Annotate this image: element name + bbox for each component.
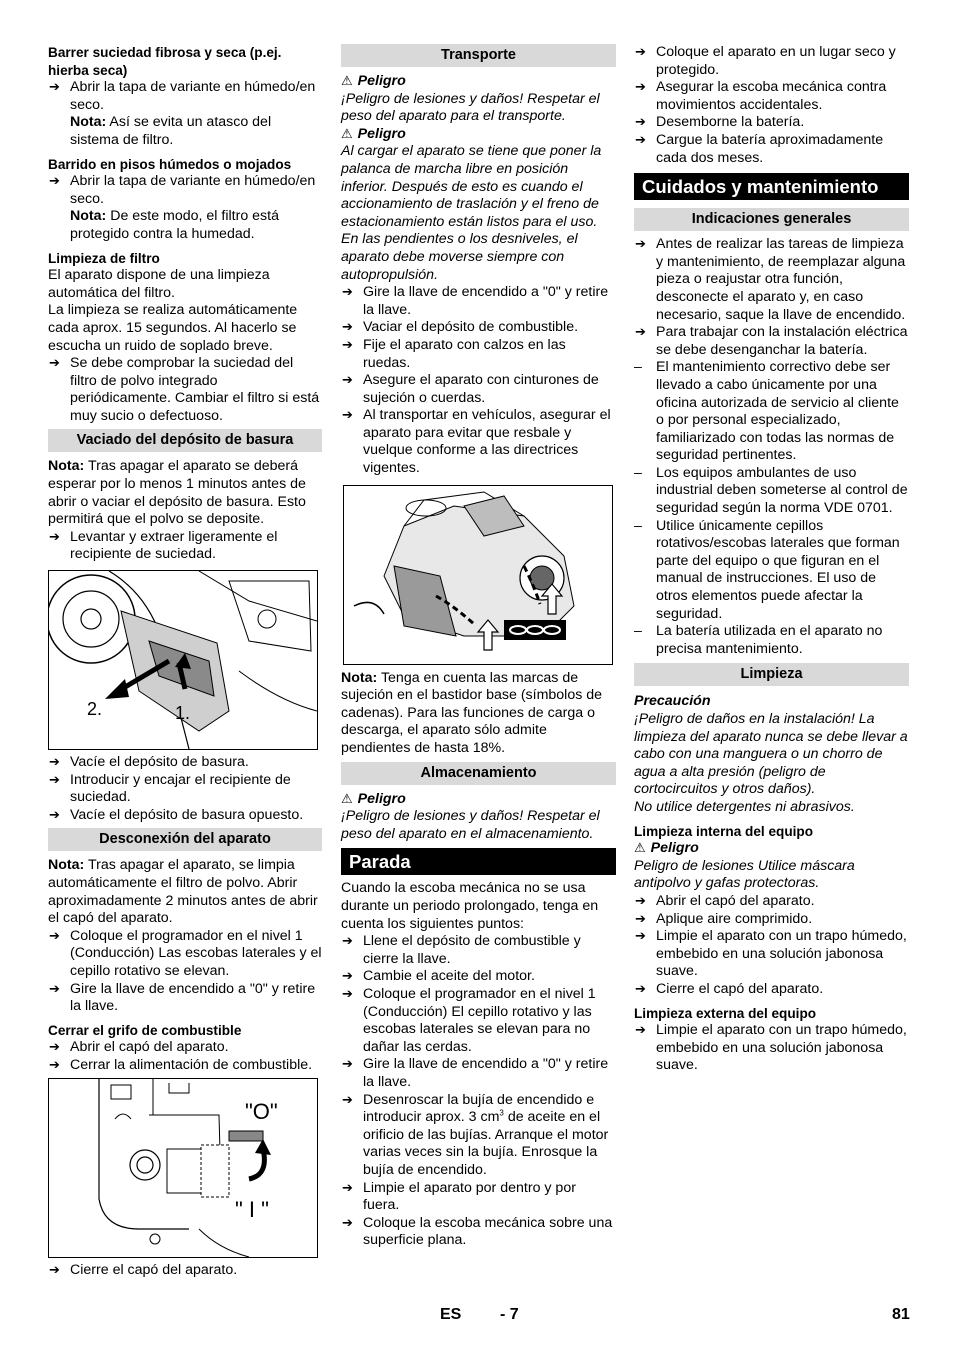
step: ➔ Fije el aparato con calzos en las ruedas.	[341, 337, 616, 372]
step: ➔ Coloque el programador en el nivel 1 (Conducción) El cepillo rotativo y las escobas laterales se elevan para no dañar las cerdas.	[341, 986, 616, 1056]
caution-text: ¡Peligro de daños en la instalación! La limpieza del aparato nunca se debe llevar a cabo con una manguera o un chorro de agua a alta presión (peligro de cortocircuitos y otros daños).	[634, 711, 908, 798]
figure-fuel-tap	[48, 1078, 318, 1258]
step: ➔ Abrir el capó del aparato.	[634, 893, 909, 911]
list-item: – La batería utilizada en el aparato no precisa mantenimiento.	[634, 623, 909, 658]
paragraph: El aparato dispone de una limpieza automática del filtro.	[48, 267, 270, 301]
fig2-label-o: "O"	[245, 1098, 278, 1124]
warning-icon: ⚠	[341, 126, 353, 142]
step: ➔ Al transportar en vehículos, asegurar el aparato para evitar que resbale y vuelque conforme a las directrices vigentes.	[341, 407, 616, 477]
step: ➔ Se debe comprobar la suciedad del filtro de polvo integrado periódicamente. Cambiar el filtro si está muy sucio o defectuoso.	[48, 355, 322, 425]
step: ➔ Abrir el capó del aparato.	[48, 1039, 322, 1057]
note: Nota: Así se evita un atasco del sistema de filtro.	[70, 114, 272, 148]
list-item: – El mantenimiento correctivo debe ser llevado a cabo únicamente por una oficina autorizada de servicio al cliente o por personal especializado, familiarizado con todas las normas de seguridad pertinentes.	[634, 359, 909, 465]
step: ➔ Asegure el aparato con cinturones de sujeción o cuerdas.	[341, 372, 616, 407]
section-bar-transporte: Transporte	[341, 44, 616, 67]
warning-icon: ⚠	[634, 841, 646, 857]
step: ➔ Cierre el capó del aparato.	[48, 1262, 322, 1280]
fig1-label-1: 1.	[175, 703, 191, 724]
warning-heading: ⚠ Peligro	[634, 840, 699, 857]
paragraph: La limpieza se realiza automáticamente cada aprox. 15 segundos. Al hacerlo se escucha un ruido de soplado breve.	[48, 302, 298, 354]
section-bar-desconexion: Desconexión del aparato	[48, 828, 322, 851]
step: ➔ Asegurar la escoba mecánica contra movimientos accidentales.	[634, 79, 909, 114]
heading-externa: Limpieza externa del equipo	[634, 1005, 817, 1021]
heading-humedos: Barrido en pisos húmedos o mojados	[48, 156, 292, 172]
step: ➔ Limpie el aparato con un trapo húmedo, embebido en una solución jabonosa suave.	[634, 1022, 909, 1075]
step: ➔ Limpie el aparato por dentro y por fuera.	[341, 1180, 616, 1215]
step: ➔ Cierre el capó del aparato.	[634, 981, 909, 999]
footer-page-number: 81	[892, 1306, 910, 1323]
section-bar-limpieza: Limpieza	[634, 663, 909, 686]
step: ➔ Gire la llave de encendido a "0" y retire la llave.	[341, 1056, 616, 1091]
column-3	[634, 44, 909, 1075]
warning-text: ¡Peligro de lesiones y daños! Respetar el peso del aparato en el almacenamiento.	[341, 808, 600, 842]
figure-waste-container	[48, 570, 318, 750]
heading-grifo: Cerrar el grifo de combustible	[48, 1022, 242, 1038]
heading-filtro: Limpieza de filtro	[48, 250, 160, 266]
fig2-label-i: " I "	[235, 1196, 269, 1222]
note: Nota: Tenga en cuenta las marcas de sujeción en el bastidor base (símbolos de cadenas). Para las funciones de carga o descarga, el aparato sólo admite pendientes de hasta 18%.	[341, 669, 603, 757]
step: ➔ Antes de realizar las tareas de limpieza y mantenimiento, de reemplazar alguna pieza o reajustar otra función, desconecte el aparato y, en caso necesario, saque la llave de encendido.	[634, 236, 909, 324]
step: ➔ Levantar y extraer ligeramente el recipiente de suciedad.	[48, 529, 322, 564]
step: ➔ Abrir la tapa de variante en húmedo/en seco.	[48, 173, 322, 208]
step: ➔ Coloque el programador en el nivel 1 (Conducción) Las escobas laterales y el cepillo rotativo se elevan.	[48, 928, 322, 981]
heading-interna: Limpieza interna del equipo	[634, 823, 814, 839]
section-bar-almacenamiento: Almacenamiento	[341, 762, 616, 785]
warning-icon: ⚠	[341, 791, 353, 807]
step: ➔ Coloque el aparato en un lugar seco y protegido.	[634, 44, 909, 79]
warning-text: ¡Peligro de lesiones y daños! Respetar el peso del aparato para el transporte.	[341, 90, 600, 125]
section-bar-cuidados: Cuidados y mantenimiento	[634, 173, 909, 200]
footer-local-page: - 7	[500, 1306, 519, 1323]
step: ➔ Desemborne la batería.	[634, 114, 909, 132]
warning-heading: ⚠ Peligro	[341, 790, 406, 807]
step: ➔ Cargue la batería aproximadamente cada dos meses.	[634, 132, 909, 167]
paragraph: Cuando la escoba mecánica no se usa durante un periodo prolongado, tenga en cuenta los siguientes puntos:	[341, 880, 599, 932]
step: ➔ Vacíe el depósito de basura.	[48, 754, 322, 772]
step: ➔ Gire la llave de encendido a "0" y retire la llave.	[341, 284, 616, 319]
list-item: – Los equipos ambulantes de uso industrial deben someterse al control de seguridad según la norma VDE 0701.	[634, 465, 909, 518]
step: ➔ Desenroscar la bujía de encendido e introducir aprox. 3 $cm^3$ de aceite en el orificio de las bujías. Arranque el motor varias veces sin la bujía. Enrosque la bujía de encendido.	[341, 1092, 616, 1180]
note: Nota: Tras apagar el aparato se deberá esperar por lo menos 1 minutos antes de abrir o vaciar el depósito de basura. Esto permitirá que el polvo se deposite.	[48, 458, 306, 528]
figure-transport-marks	[343, 485, 613, 665]
step: ➔ Vaciar el depósito de combustible.	[341, 319, 616, 337]
step: ➔ Cambie el aceite del motor.	[341, 968, 616, 986]
fig1-label-2: 2.	[87, 699, 103, 720]
section-bar-indicaciones: Indicaciones generales	[634, 208, 909, 231]
section-bar-parada: Parada	[341, 848, 616, 875]
step: ➔ Cerrar la alimentación de combustible.	[48, 1057, 322, 1075]
footer-language: ES	[440, 1306, 462, 1323]
note: Nota: Tras apagar el aparato, se limpia automáticamente el filtro de polvo. Abrir aproximadamente 2 minutos antes de abrir el capó del aparato.	[48, 857, 318, 927]
caution-text: No utilice detergentes ni abrasivos.	[634, 798, 855, 815]
step: ➔ Coloque la escoba mecánica sobre una superficie plana.	[341, 1215, 616, 1250]
step: ➔ Abrir la tapa de variante en húmedo/en seco.	[48, 79, 322, 114]
list-item: – Utilice únicamente cepillos rotativos/escobas laterales que forman parte del equipo o que figuran en el manual de instrucciones. El uso de otros elementos puede afectar la seguridad.	[634, 518, 909, 624]
step: ➔ Vacíe el depósito de basura opuesto.	[48, 807, 322, 825]
step: ➔ Limpie el aparato con un trapo húmedo, embebido en una solución jabonosa suave.	[634, 928, 909, 981]
warning-heading: ⚠ Peligro	[341, 125, 406, 142]
step: ➔ Gire la llave de encendido a "0" y retire la llave.	[48, 981, 322, 1016]
note: Nota: De este modo, el filtro está protegido contra la humedad.	[70, 208, 279, 242]
step: ➔ Para trabajar con la instalación eléctrica se debe desenganchar la batería.	[634, 324, 909, 359]
step: ➔ Introducir y encajar el recipiente de suciedad.	[48, 772, 322, 807]
warning-icon: ⚠	[341, 74, 353, 89]
step: ➔ Llene el depósito de combustible y cierre la llave.	[341, 933, 616, 968]
warning-text: Peligro de lesiones Utilice máscara antipolvo y gafas protectoras.	[634, 857, 855, 892]
column-1	[48, 44, 322, 1279]
warning-heading: ⚠ Peligro	[341, 73, 406, 89]
step: ➔ Aplique aire comprimido.	[634, 911, 909, 929]
caution-heading: Precaución	[634, 693, 711, 710]
section-bar-vaciado: Vaciado del depósito de basura	[48, 429, 322, 452]
column-2	[341, 44, 616, 1250]
warning-text: Al cargar el aparato se tiene que poner la palanca de marcha libre en posición inferior. Después de esto es cuando el accionamiento de traslación y el freno de estacionamiento están listos para el uso. En las pendientes o los desniveles, el aparato debe moverse siempre con autopropulsión.	[341, 143, 602, 283]
heading-barrer: Barrer suciedad fibrosa y seca (p.ej. hierba seca)	[48, 45, 282, 78]
